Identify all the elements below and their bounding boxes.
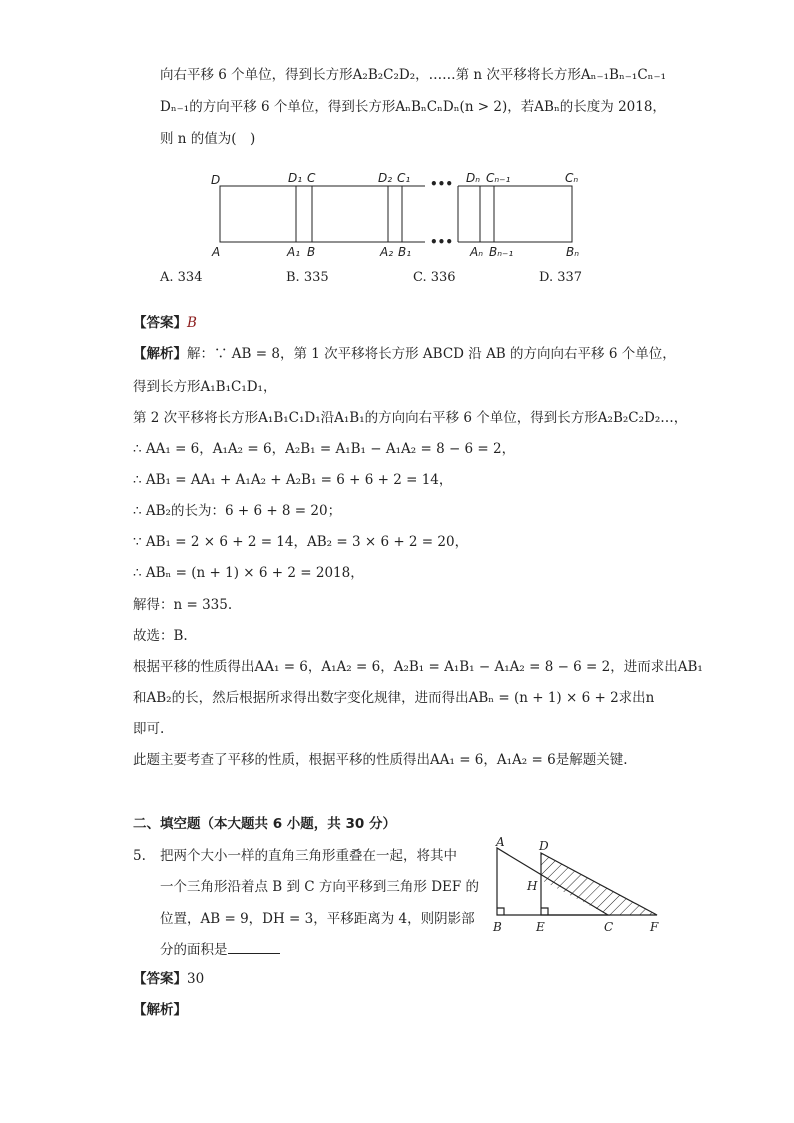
analysis-line: 第 2 次平移将长方形A₁B₁C₁D₁沿A₁B₁的方向向右平移 6 个单位，得到长方形A₂B₂C₂D₂…， (133, 410, 688, 426)
analysis-line: ∵ AB₁ = 2 × 6 + 2 = 14，AB₂ = 3 × 6 + 2 = 20， (133, 534, 469, 550)
label-c1: C₁ (397, 171, 411, 185)
analysis-line: ∴ AA₁ = 6，A₁A₂ = 6，A₂B₁ = A₁B₁ − A₁A₂ = 8 − 6 = 2， (133, 441, 516, 457)
question-line-2: Dₙ₋₁的方向平移 6 个单位，得到长方形AₙBₙCₙDₙ(n > 2)，若ABₙ的长度为 2018， (160, 99, 666, 115)
label-h-tri: H (527, 879, 538, 893)
q5-line-3: 位置，AB = 9，DH = 3，平移距离为 4，则阴影部 (160, 911, 475, 927)
label-a2: A₂ (380, 245, 394, 259)
analysis-line: 故选：B. (133, 628, 188, 644)
option-d[interactable]: D. 337 (539, 270, 583, 285)
label-a1: A₁ (287, 245, 301, 259)
analysis-line: 得到长方形A₁B₁C₁D₁， (133, 379, 277, 395)
analysis-line: 解：∵ AB = 8，第 1 次平移将长方形 ABCD 沿 AB 的方向向右平移 6 个单位， (187, 346, 676, 362)
label-an: Aₙ (470, 245, 483, 259)
question-line-3: 则 n 的值为( ) (160, 131, 256, 147)
q5-number: 5. (133, 848, 146, 864)
label-d1: D₁ (288, 171, 303, 185)
label-d-tri: D (539, 839, 549, 853)
analysis-label: 【解析】 (133, 346, 187, 362)
analysis-line: ∴ AB₂的长为：6 + 6 + 8 = 20； (133, 503, 342, 519)
analysis-line: ∴ ABₙ = (n + 1) × 6 + 2 = 2018， (133, 565, 364, 581)
label-bn-1: Bₙ₋₁ (489, 245, 514, 259)
q5-answer-row (133, 970, 204, 988)
analysis-line: ∴ AB₁ = AA₁ + A₁A₂ + A₂B₁ = 6 + 6 + 2 = 14， (133, 472, 453, 488)
label-b1: B₁ (398, 245, 412, 259)
bottom-ellipsis: ••• (430, 235, 454, 249)
label-a-tri: A (496, 835, 505, 849)
section-header: 二、填空题（本大题共 6 小题，共 30 分） (133, 816, 396, 832)
label-a: A (212, 245, 221, 259)
label-d: D (211, 173, 221, 187)
analysis-line: 解得：n = 335. (133, 597, 233, 613)
q5-line-2: 一个三角形沿着点 B 到 C 方向平移到三角形 DEF 的 (160, 879, 480, 895)
analysis-line: 即可. (133, 721, 165, 737)
label-dn: Dₙ (466, 171, 481, 185)
right-angle-e (541, 908, 548, 915)
right-angle-b (497, 908, 504, 915)
q5-line-1: 把两个大小一样的直角三角形重叠在一起，将其中 (160, 848, 457, 864)
question-line-1: 向右平移 6 个单位，得到长方形A₂B₂C₂D₂，……第 n 次平移将长方形Aₙ₋₁Bₙ₋₁Cₙ₋₁ (160, 67, 667, 83)
label-e-tri: E (536, 920, 545, 934)
label-cn: Cₙ (565, 171, 579, 185)
analysis-line: 此题主要考查了平移的性质，根据平移的性质得出AA₁ = 6，A₁A₂ = 6是解题关键. (133, 752, 628, 768)
analysis-line: 和AB₂的长，然后根据所求得出数字变化规律，进而得出ABₙ = (n + 1) × 6 + 2求出n (133, 690, 655, 706)
q5-answer-value: 30 (187, 971, 205, 987)
answer-label: 【答案】 (133, 315, 187, 331)
label-c-tri: C (604, 920, 614, 934)
q5-line-4-text: 分的面积是 (160, 942, 228, 958)
label-b: B (307, 245, 316, 259)
label-c: C (307, 171, 316, 185)
top-ellipsis: ••• (430, 177, 454, 191)
label-f-tri: F (650, 920, 659, 934)
option-b[interactable]: B. 335 (286, 270, 329, 285)
answer-value: B (187, 315, 197, 331)
option-c[interactable]: C. 336 (413, 270, 456, 285)
label-d2: D₂ (378, 171, 393, 185)
analysis-line: 根据平移的性质得出AA₁ = 6，A₁A₂ = 6，A₂B₁ = A₁B₁ − A₁A₂ = 8 − 6 = 2，进而求出AB₁ (133, 659, 703, 675)
q5-answer-label: 【答案】 (133, 971, 187, 987)
option-a[interactable]: A. 334 (160, 270, 203, 285)
q5-analysis-label: 【解析】 (133, 1002, 187, 1018)
label-bn: Bₙ (566, 245, 580, 259)
label-cn-1: Cₙ₋₁ (486, 171, 511, 185)
label-b-tri: B (493, 920, 502, 934)
